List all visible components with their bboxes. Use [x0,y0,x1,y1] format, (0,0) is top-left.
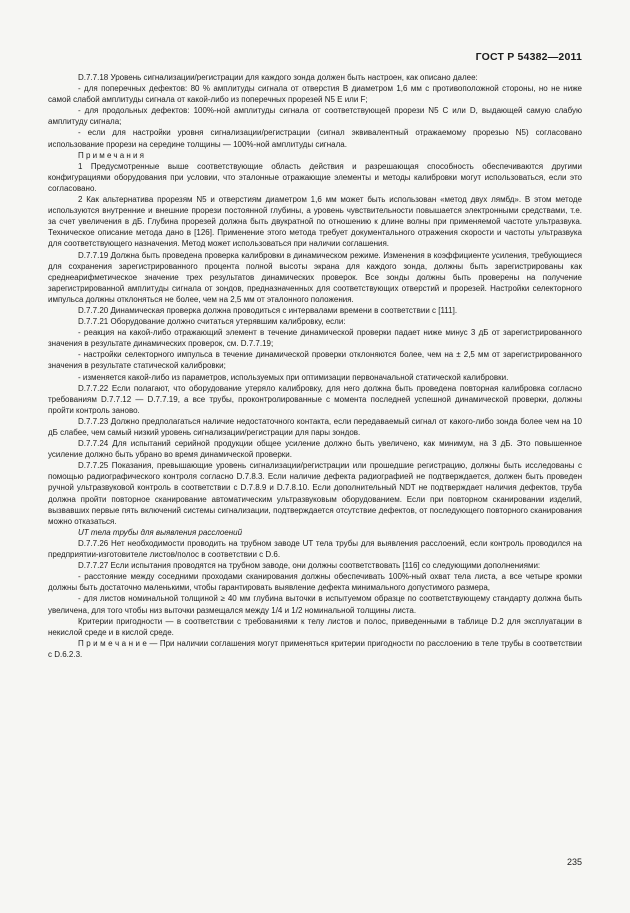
section-subheading: UT тела трубы для выявления расслоений [78,527,243,537]
paragraph: П р и м е ч а н и е — При наличии соглашения могут применяться критерии пригодности по расслоению в теле трубы в соответствии с D.6.2.3. [48,638,582,659]
standard-header: ГОСТ Р 54382—2011 [475,51,582,63]
paragraph: - для листов номинальной толщиной ≥ 40 мм глубина выточки в испытуемом образце по соответствующему стандарту должна быть увеличена, для того чтобы низ выточки размещался между 1/4 и 1/2 номинальной толщины листа. [48,594,582,615]
paragraph: - расстояние между соседними проходами сканирования должны обеспечивать 100%-ный охват тела листа, а все четыре кромки должны быть достаточно маленькими, чтобы гарантировать выявление дефекта минимального допустимого размера, [48,572,582,593]
paragraph: 2 Как альтернатива прорезям N5 и отверстиям диаметром 1,6 мм может быть использован «метод двух лямбд». В этом методе используются внутренние и внешние прорези постоянной глубины, а уровень чувствительности повышается электронными средствами, т.е. за счет увеличения в дБ. Глубина прорезей должна быть двукратной по отношению к длине волны при применяемой частоте ультразвука. Техническое описание метода дано в [126]. Применение этого метода требует документального отражения скорости и частоты ультразвука для соответствующего назначения. Метод может использоваться при наличии соглашения. [48,195,582,249]
paragraph: D.7.7.20 Динамическая проверка должна проводиться с интервалами времени в соответствии с [111]. [78,305,458,315]
paragraph: - изменяется какой-либо из параметров, используемых при оптимизации первоначальной статической калибровки. [78,372,509,382]
paragraph: D.7.7.18 Уровень сигнализации/регистрации для каждого зонда должен быть настроен, как описано далее: [78,73,478,82]
paragraph: - для продольных дефектов: 100%-ной амплитуды сигнала от соответствующей прорези N5 С или D, выдающей самую слабую амплитуду сигнала; [48,106,582,127]
paragraph: D.7.7.23 Должно предполагаться наличие недостаточного контакта, если передаваемый сигнал от какого-либо зонда более чем на 10 дБ слабее, чем самый низкий уровень сигнализации/регистрации для пары зондов. [48,416,582,437]
paragraph: D.7.7.22 Если полагают, что оборудование утеряло калибровку, для него должна быть проведена повторная калибровка согласно требованиям D.7.7.12 — D.7.7.19, а все трубы, проконтролированные с момента последней успешной динамической проверки, должны пройти контроль заново. [48,383,582,415]
paragraph: Критерии пригодности — в соответствии с требованиями к телу листов и полос, приведенными в таблице D.2 для эксплуатации в некислой среде и в кислой среде. [48,616,582,637]
document-body [48,72,582,660]
paragraph: D.7.7.21 Оборудование должно считаться утерявшим калибровку, если: [78,317,346,327]
paragraph: D.7.7.24 Для испытаний серийной продукции общее усиление должно быть увеличено, как минимум, на 3 дБ. Это повышенное усиление должно быть убрано во время динамической проверки. [48,439,582,460]
paragraph: - реакция на какой-либо отражающий элемент в течение динамической проверки падает ниже минус 3 дБ от зарегистрированного значения в результате динамических проверок, см. D.7.7.19; [48,328,582,349]
paragraph: - если для настройки уровня сигнализации/регистрации (сигнал эквивалентный отражаемому прорезью N5) согласовано использование прорези на середине толщины — 100%-ной амплитуды сигнала. [48,128,582,149]
paragraph: D.7.7.19 Должна быть проведена проверка калибровки в динамическом режиме. Изменения в коэффициенте усиления, требующиеся для сохранения зарегистрированного процента полной высоты экрана для каждого зонда, должны быть зарегистрированы как среднеарифметическое значение трех результатов динамических проверок. Все зонды должны быть проверены на получение зарегистрированной амплитуды сигнала от зондов, предназначенных для соответствующих отверстий и прорезей. Настройки селекторного импульса должны отклоняться не более, чем на 2,5 мм от эталонного положения. [48,250,582,304]
page-number: 235 [566,857,582,867]
paragraph: 1 Предусмотренные выше соответствующие область действия и разрешающая способность обеспечиваются другими конфигурациями оборудования при условии, что эталонные отражающие элементы и методы калибровки могут использоваться, если это согласовано. [48,161,582,193]
paragraph: D.7.7.27 Если испытания проводятся на трубном заводе, они должны соответствовать [116] со следующими дополнениями: [78,561,541,571]
paragraph: - для поперечных дефектов: 80 % амплитуды сигнала от отверстия В диаметром 1,6 мм с противоположной стороны, но не ниже самой слабой амплитуды сигнала от какой-либо из поперечных прорезей N5 Е или F; [48,84,582,105]
paragraph: D.7.7.26 Нет необходимости проводить на трубном заводе UT тела трубы для выявления расслоений, если контроль проводился на предприятии-изготовителе листов/полос в соответствии с D.6. [48,538,582,560]
note-heading: Примечания [78,150,147,160]
paragraph: D.7.7.25 Показания, превышающие уровень сигнализации/регистрации или прошедшие регистрацию, должны быть исследованы с помощью радиографического контроля согласно D.7.8.3. Если наличие дефекта радиографией не подтверждается, должен быть проведен ручной ультразвуковой контроль в соответствии с D.7.8.9 и D.7.8.10. Если дополнительный NDT не подтверждает наличия дефектов, труба должна пройти повторное сканирование автоматическим ультразвуковым оборудованием. Если при повторном сканировании изделий, вызвавших первые пять включений системы сигнализации, подтверждается отсутствие дефектов, от последующего повторного сканирования можно отказаться. [48,461,582,526]
paragraph: - настройки селекторного импульса в течение динамической проверки отклоняются более, чем на ± 2,5 мм от зарегистрированного значения в результате статической калибровки; [48,350,582,371]
